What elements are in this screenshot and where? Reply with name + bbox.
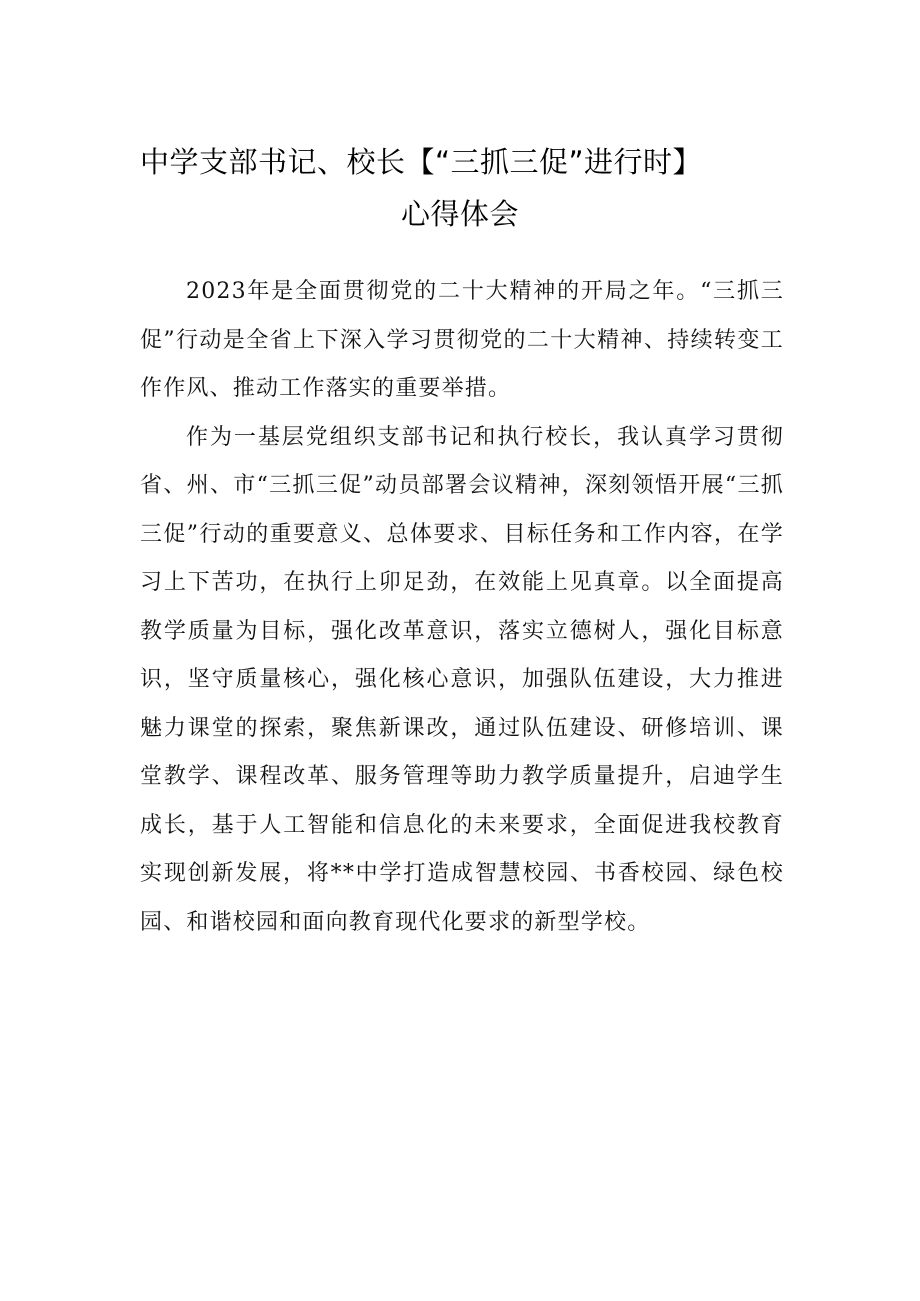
document-body xyxy=(140,268,784,947)
document-title-line-2: 心得体会 xyxy=(400,197,519,231)
paragraph-2: 作为一基层党组织支部书记和执行校长，我认真学习贯彻省、州、市“三抓三促”动员部署会议精神，深刻领悟开展“三抓三促”行动的重要意义、总体要求、目标任务和工作内容，在学习上下苦功，在执行上卯足劲，在效能上见真章。以全面提高教学质量为目标，强化改革意识，落实立德树人，强化目标意识，坚守质量核心，强化核心意识，加强队伍建设，大力推进魅力课堂的探索，聚焦新课改，通过队伍建设、研修培训、课堂教学、课程改革、服务管理等助力教学质量提升，启迪学生成长，基于人工智能和信息化的未来要求，全面促进我校教育实现创新发展，将**中学打造成智慧校园、书香校园、绿色校园、和谐校园和面向教育现代化要求的新型学校。 xyxy=(140,424,784,935)
document-title-line-1: 中学支部书记、校长【“三抓三促”进行时】 xyxy=(140,145,703,179)
paragraph-1: 2023年是全面贯彻党的二十大精神的开局之年。“三抓三促”行动是全省上下深入学习贯彻党的二十大精神、持续转变工作作风、推动工作落实的重要举措。 xyxy=(140,279,784,401)
